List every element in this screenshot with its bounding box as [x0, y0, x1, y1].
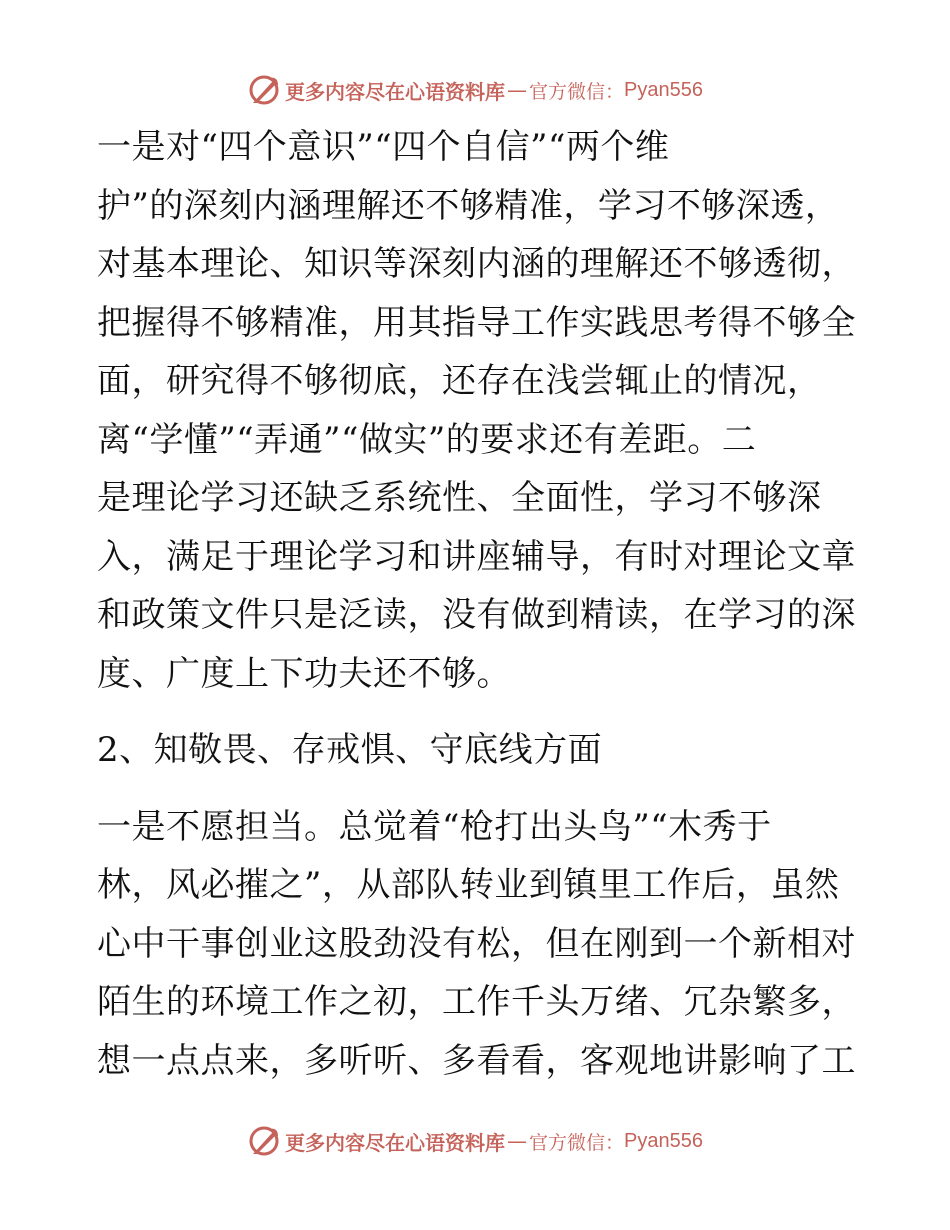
- quill-logo-icon: [247, 73, 281, 107]
- text-line: 度、广度上下功夫还不够。: [97, 653, 511, 694]
- banner-site-name: 更多内容尽在心语资料库: [285, 1130, 505, 1155]
- banner-wechat-label: 官方微信：: [529, 80, 625, 103]
- footer-banner: [0, 1123, 950, 1159]
- section-heading: [97, 721, 857, 780]
- text-line: 离“学懂”“弄通”“做实”的要求还有差距。二: [97, 419, 757, 460]
- text-line: 心中干事创业这股劲没有松，但在刚到一个新相对: [97, 923, 856, 964]
- text-line: 入，满足于理论学习和讲座辅导，有时对理论文章: [97, 536, 856, 577]
- quill-logo-icon: [247, 1124, 281, 1158]
- banner-separator: —: [507, 1129, 527, 1153]
- banner-wechat-id: Pyan556: [624, 78, 703, 101]
- text-line: 是理论学习还缺乏系统性、全面性，学习不够深: [97, 478, 822, 518]
- text-line: 一是对“四个意识”“四个自信”“两个维: [97, 127, 670, 167]
- text-line: 一是不愿担当。总觉着“枪打出头鸟”“木秀于: [97, 806, 772, 847]
- banner-wechat-label: 官方微信：: [529, 1131, 625, 1154]
- banner-wechat-id: Pyan556: [624, 1129, 703, 1152]
- paragraph-2: [97, 798, 857, 1091]
- header-banner: [0, 72, 950, 108]
- paragraph-1: [97, 118, 857, 703]
- heading-line: 2、知敬畏、存戒惧、守底线方面: [97, 730, 603, 770]
- text-line: 对基本理论、知识等深刻内涵的理解还不够透彻，: [97, 244, 856, 284]
- text-line: 把握得不够精准，用其指导工作实践思考得不够全: [97, 302, 856, 343]
- text-line: 面，研究得不够彻底，还存在浅尝辄止的情况，: [97, 361, 822, 401]
- text-line: 林，风必摧之”，从部队转业到镇里工作后，虽然: [97, 865, 840, 905]
- text-line: 和政策文件只是泛读，没有做到精读，在学习的深: [97, 595, 856, 635]
- text-line: 护”的深刻内涵理解还不够精准，学习不够深透，: [97, 185, 840, 226]
- text-line: 想一点点来，多听听、多看看，客观地讲影响了工: [97, 1040, 856, 1081]
- banner-site-name: 更多内容尽在心语资料库: [285, 79, 505, 104]
- banner-separator: —: [507, 78, 527, 102]
- document-body: [97, 118, 857, 1090]
- text-line: 陌生的环境工作之初，工作千头万绪、冗杂繁多，: [97, 982, 856, 1022]
